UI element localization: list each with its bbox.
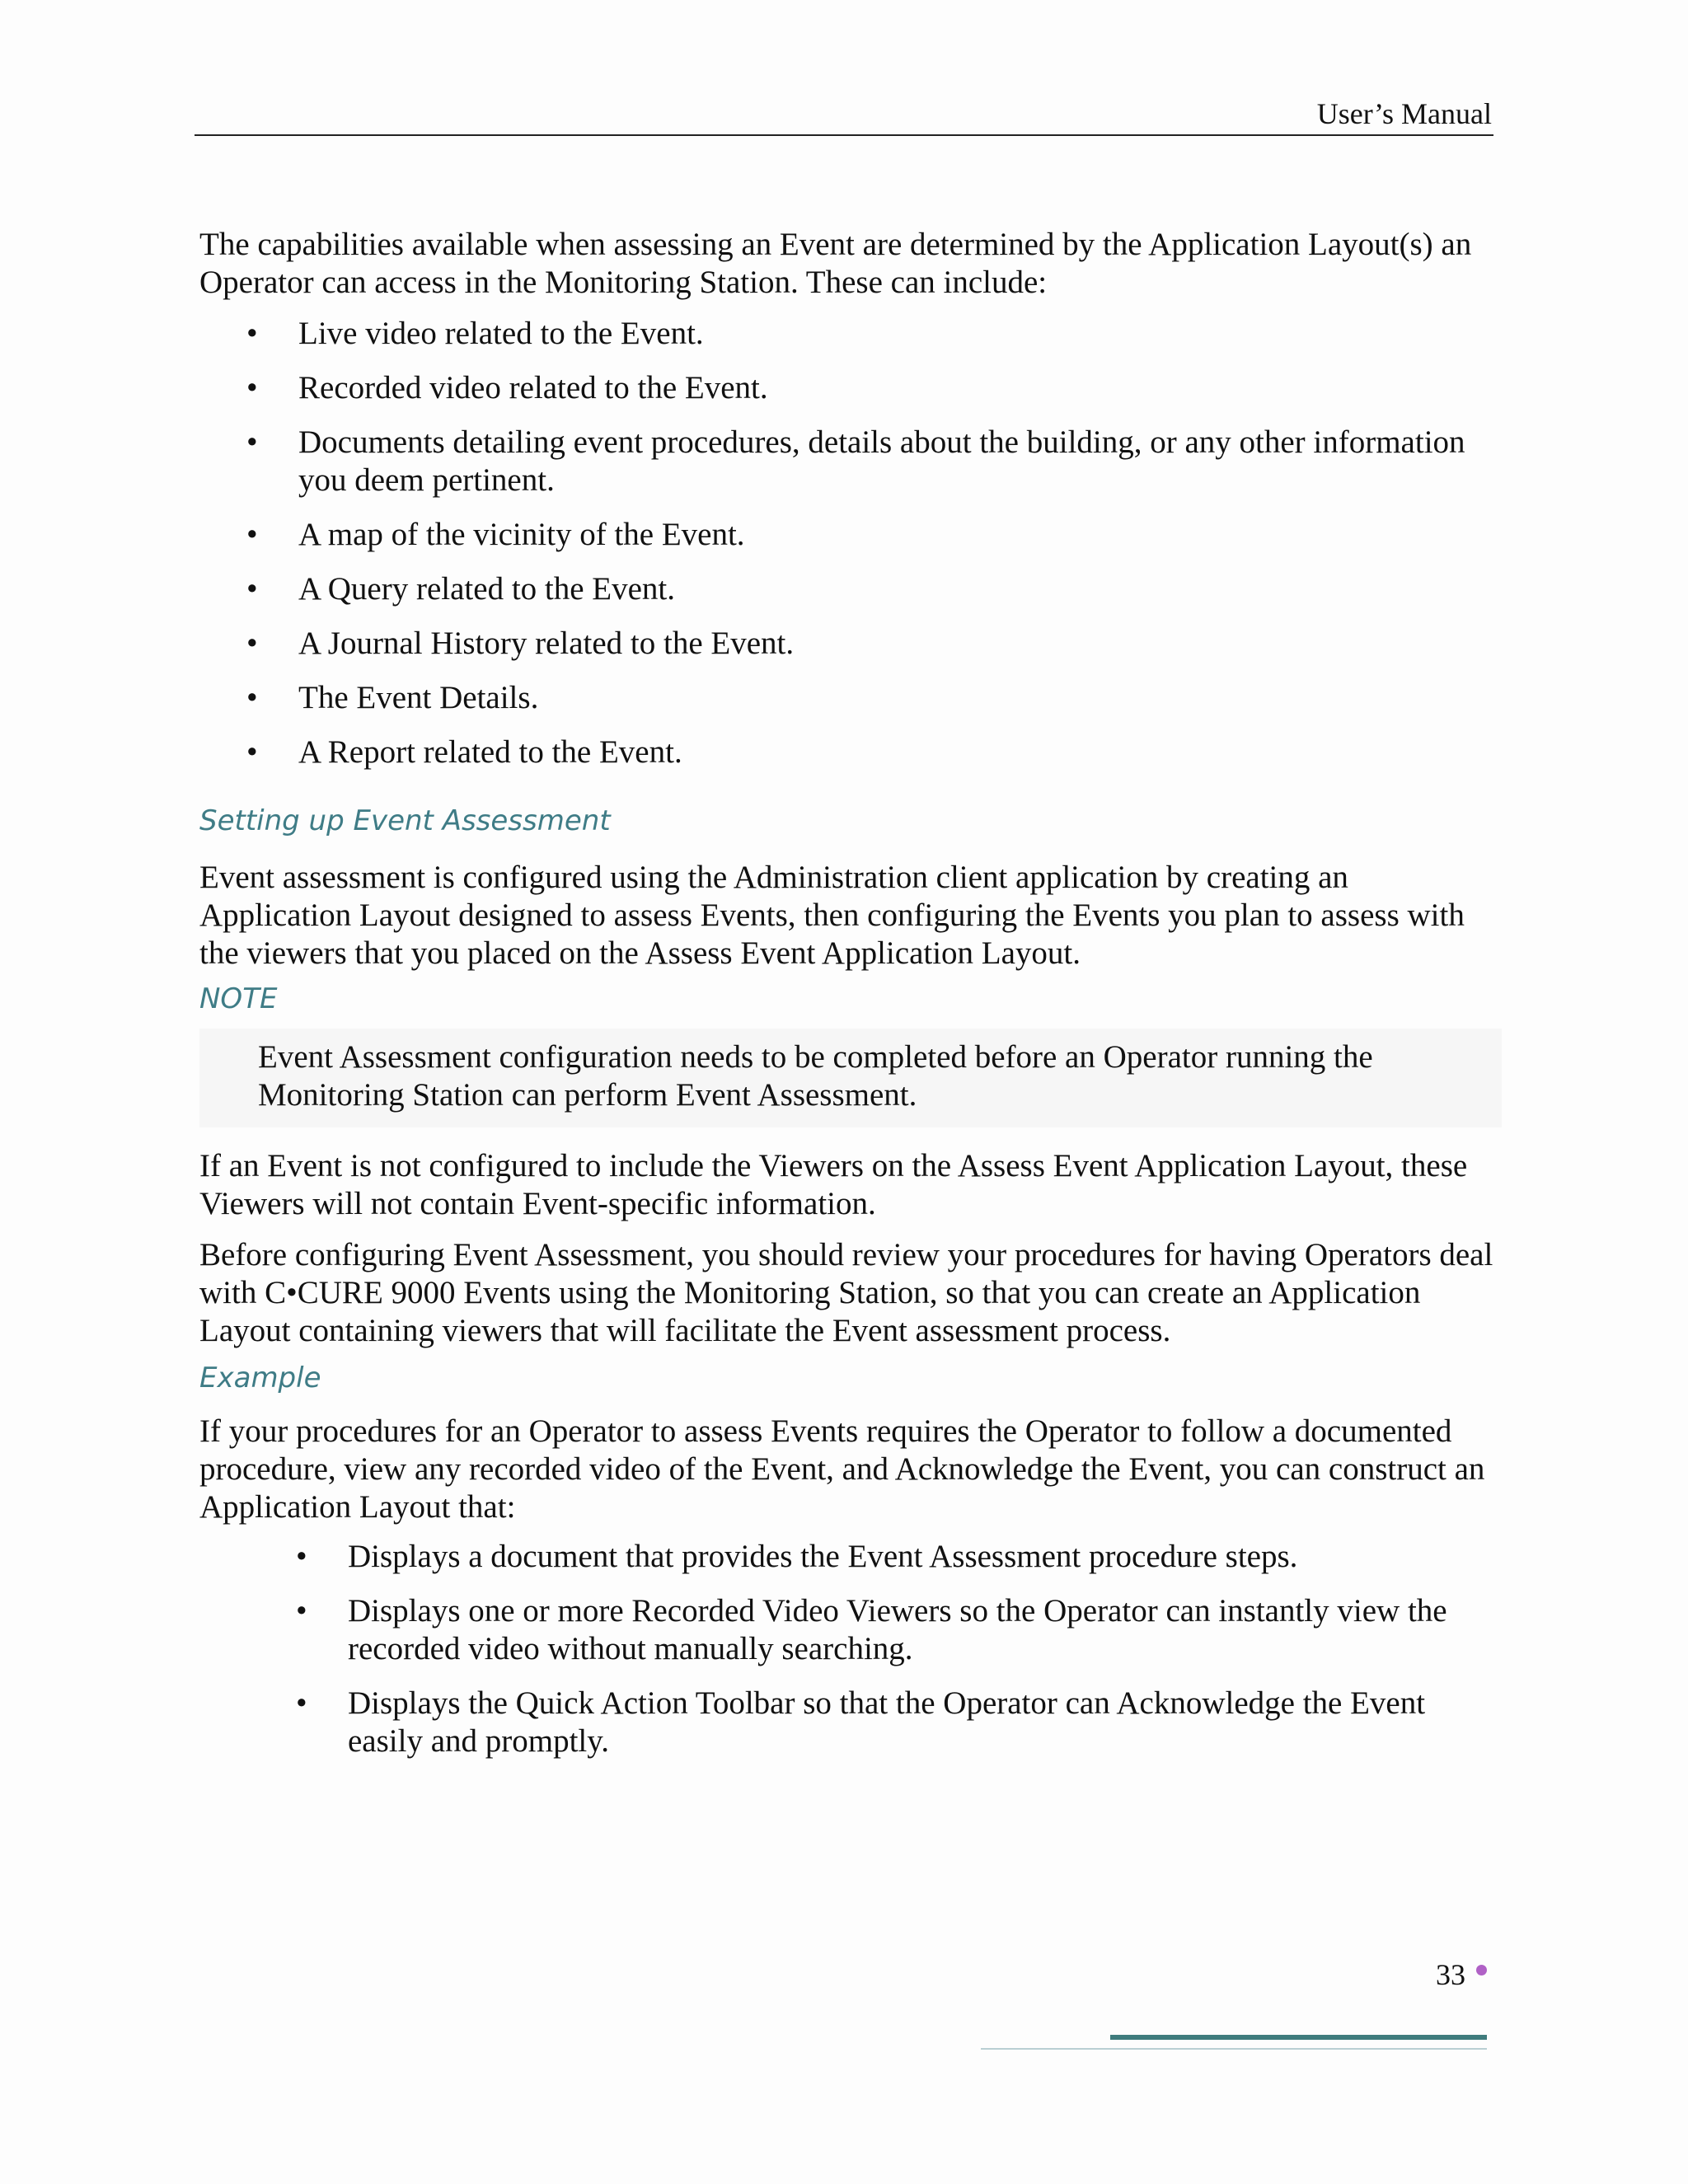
- intro-paragraph: The capabilities available when assessing an Event are determined by the Application Layout(s) an Operator can access in the Monitoring Station. These can include:: [199, 227, 1472, 300]
- capabilities-list: [199, 315, 1502, 771]
- example-paragraph: If your procedures for an Operator to assess Events requires the Operator to follow a documented procedure, view any recorded video of the Event, and Acknowledge the Event, you can construct an Application Layout that:: [199, 1413, 1485, 1525]
- list-item-text: Displays the Quick Action Toolbar so that the Operator can Acknowledge the Event easily and promptly.: [348, 1685, 1426, 1759]
- procedures-paragraph: Before configuring Event Assessment, you should review your procedures for having Operators deal with C•CURE 9000 Events using the Monitoring Station, so that you can create an Application Layout containing viewers that will facilitate the Event assessment process.: [199, 1237, 1493, 1348]
- list-item: [199, 733, 1502, 771]
- list-item-text: A Query related to the Event.: [298, 571, 676, 607]
- page-content: [199, 226, 1502, 1777]
- list-item: [199, 315, 1502, 353]
- example-heading: Example: [199, 1361, 321, 1394]
- footer-accent-rule: [1110, 2035, 1487, 2040]
- footer-rule: [981, 2048, 1487, 2050]
- bullet-icon: •: [246, 517, 258, 552]
- bullet-icon: •: [246, 680, 258, 715]
- setup-paragraph: Event assessment is configured using the Administration client application by creating an Application Layout designed to assess Events, then configuring the Events you plan to assess with the viewers that you placed on the Assess Event Application Layout.: [199, 860, 1465, 971]
- bullet-icon: •: [246, 626, 258, 661]
- page-number: 33: [1436, 1958, 1465, 1991]
- bullet-icon: •: [296, 1539, 307, 1574]
- bullet-icon: •: [246, 370, 258, 405]
- list-item-text: A Journal History related to the Event.: [298, 626, 795, 661]
- bullet-icon: •: [246, 734, 258, 770]
- viewers-paragraph: If an Event is not configured to include the Viewers on the Assess Event Application Layout, these Viewers will not contain Event-specific information.: [199, 1148, 1468, 1221]
- accent-dot-icon: [1476, 1965, 1487, 1975]
- note-heading: NOTE: [199, 982, 278, 1015]
- note-text: Event Assessment configuration needs to be completed before an Operator running the Monitoring Station can perform Event Assessment.: [258, 1039, 1373, 1113]
- bullet-icon: •: [246, 316, 258, 351]
- list-item: [199, 1685, 1502, 1760]
- list-item-text: Displays one or more Recorded Video Viewers so the Operator can instantly view the recorded video without manually searching.: [348, 1593, 1447, 1666]
- list-item: [199, 570, 1502, 608]
- list-item: [199, 1592, 1502, 1668]
- bullet-icon: •: [246, 571, 258, 607]
- list-item-text: Live video related to the Event.: [298, 316, 704, 351]
- list-item-text: A Report related to the Event.: [298, 734, 682, 770]
- list-item: [199, 369, 1502, 407]
- bullet-icon: •: [296, 1685, 307, 1721]
- bullet-icon: •: [296, 1593, 307, 1629]
- list-item: [199, 679, 1502, 717]
- bullet-icon: •: [246, 424, 258, 460]
- note-box: [199, 1029, 1502, 1127]
- list-item: [199, 516, 1502, 554]
- list-item-text: A map of the vicinity of the Event.: [298, 517, 745, 552]
- header-rule: [195, 134, 1493, 136]
- example-list: [199, 1538, 1502, 1760]
- list-item-text: The Event Details.: [298, 680, 539, 715]
- list-item: [199, 1538, 1502, 1576]
- list-item-text: Documents detailing event procedures, details about the building, or any other information you deem pertinent.: [298, 424, 1465, 498]
- running-header: User’s Manual: [1316, 97, 1492, 130]
- section-heading-setup: Setting up Event Assessment: [199, 804, 611, 837]
- list-item: [199, 625, 1502, 663]
- list-item-text: Displays a document that provides the Event Assessment procedure steps.: [348, 1539, 1298, 1574]
- list-item: [199, 424, 1502, 499]
- list-item-text: Recorded video related to the Event.: [298, 370, 768, 405]
